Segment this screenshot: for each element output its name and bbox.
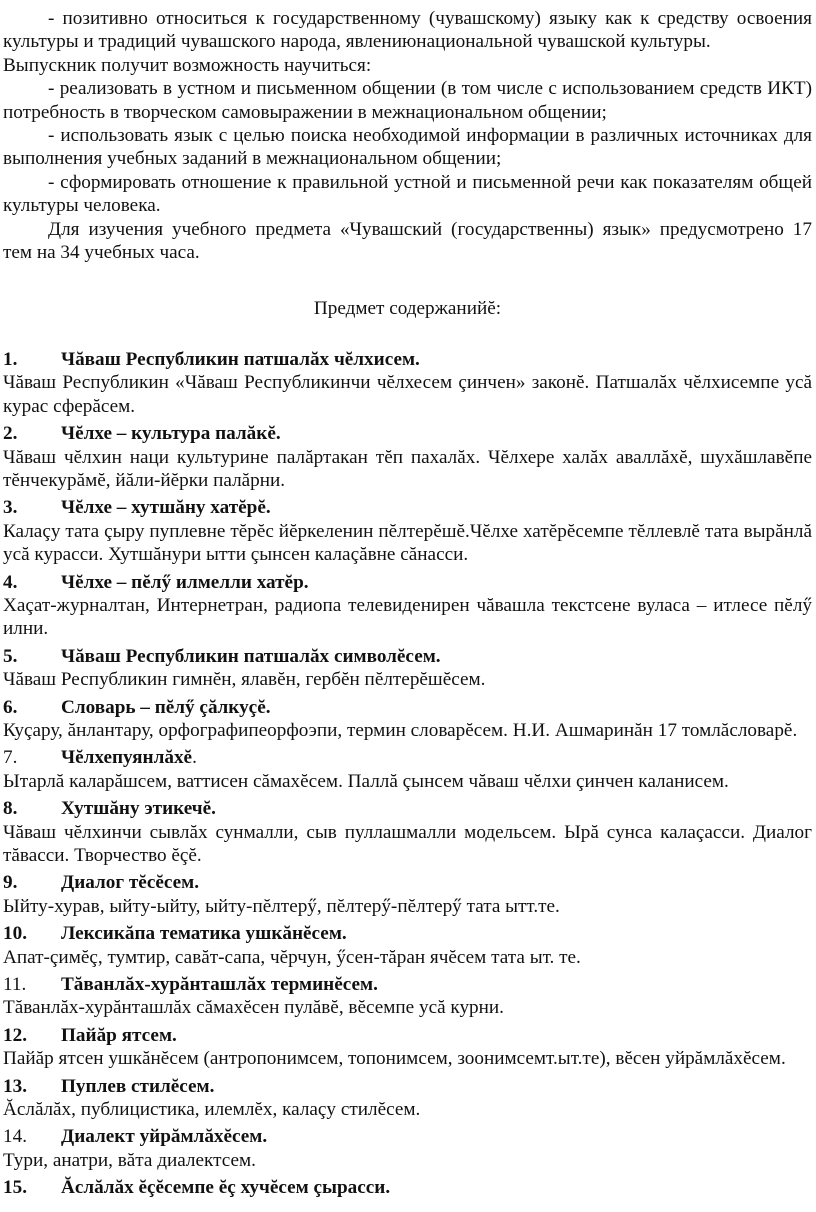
topic-title: Хутшăну этикечĕ. — [61, 798, 216, 820]
topic-title-suffix: . — [192, 747, 197, 769]
topic-number: 11. — [3, 974, 27, 996]
topic-heading — [3, 871, 812, 894]
intro-paragraph-5: - сформировать отношение к правильной устной и письменной речи как показателям общей культуры человека. — [3, 171, 812, 217]
topic-description: Чăваш Республикин гимнĕн, ялавĕн, гербĕн пĕлтерĕшĕсем. — [3, 669, 486, 691]
topic-item — [3, 348, 812, 418]
topic-title-line — [61, 571, 309, 594]
topic-description: Тăванлăх-хурăнташлăх сăмахĕсен пулăвĕ, вĕсемпе усă курни. — [3, 997, 504, 1019]
intro-paragraph-4: - использовать язык с целью поиска необходимой информации в различных источниках для выполнения учебных заданий в межнациональном общении; — [3, 125, 812, 170]
topic-description: Ыйту-хурав, ыйту-ыйту, ыйту-пĕлтерӳ, пĕлтерӳ-пĕлтерӳ тата ытт.те. — [3, 895, 560, 917]
topic-item — [3, 645, 812, 692]
topic-item — [3, 571, 812, 641]
section-title: Предмет содержанийĕ: — [313, 298, 502, 320]
topic-heading — [3, 973, 812, 996]
topic-title: Тăванлăх-хурăнташлăх терминĕсем. — [61, 974, 378, 996]
topic-number: 5. — [3, 645, 18, 667]
topic-number: 4. — [3, 571, 18, 593]
topic-title: Словарь – пĕлӳ çăлкуçĕ. — [61, 696, 271, 718]
topic-title: Чĕлхе – хутшăну хатĕрĕ. — [61, 497, 271, 519]
topic-title-line — [61, 1075, 214, 1098]
topic-title-line — [61, 696, 271, 719]
topic-description: Тури, анатри, вăта диалектсем. — [3, 1149, 256, 1171]
topic-item — [3, 973, 812, 1020]
topic-title: Диалект уйрăмлăхĕсем. — [61, 1126, 268, 1148]
topic-title-line — [61, 496, 271, 519]
topic-heading — [3, 348, 812, 371]
topic-item — [3, 871, 812, 918]
topic-description: Чăваш Республикин «Чăваш Республикинчи чĕлхесем çинчен» законĕ. Патшалăх чĕлхисемпе усă курас сферăсем. — [3, 372, 812, 417]
topic-heading — [3, 922, 812, 945]
topic-description: Чăваш чĕлхин наци культурине палăртакан тĕп пахалăх. Чĕлхере халăх аваллăхĕ, шухăшлавĕпе тĕнчекурăмĕ, йăли-йĕрки палăрни. — [3, 446, 812, 491]
topic-heading — [3, 571, 812, 594]
topic-title-line — [61, 871, 199, 894]
intro-paragraph-6: Для изучения учебного предмета «Чувашский (государственны) язык» предусмотрено 17 тем на 34 учебных часа. — [3, 218, 812, 264]
topic-number: 13. — [3, 1075, 27, 1097]
intro-line-2: Выпускник получит возможность научиться: — [3, 54, 372, 76]
topic-title-line — [61, 645, 441, 668]
topic-item — [3, 797, 812, 867]
intro-paragraph-1: - позитивно относиться к государственному (чувашскому) языку как к средству освоения культуры и традиций чувашского народа, явлениюнациональной чувашской культуры. — [3, 8, 812, 53]
topic-number: 14. — [3, 1126, 27, 1148]
topic-item — [3, 422, 812, 492]
topic-description: Хаçат-журналтан, Интернетран, радиопа телевиденирен чăвашла текстсене вуласа – итлесе пĕлӳ илни. — [3, 594, 812, 640]
topic-heading — [3, 645, 812, 668]
topic-heading — [3, 746, 812, 769]
topic-item — [3, 696, 812, 743]
topic-number: 12. — [3, 1024, 27, 1046]
topic-title: Пайăр ятсем. — [61, 1024, 177, 1046]
topic-title-line — [61, 746, 197, 769]
topic-heading — [3, 1024, 812, 1047]
topic-number: 15. — [3, 1177, 27, 1199]
topic-title: Чĕлхе – культура палăкĕ. — [61, 423, 281, 445]
topic-number: 8. — [3, 798, 18, 820]
topic-title-line — [61, 1125, 267, 1148]
topic-title-line — [61, 1024, 177, 1047]
topic-item — [3, 1024, 812, 1071]
topic-description: Апат-çимĕç, тумтир, савăт-сапа, чĕрчун, ӳсен-тăран ячĕсем тата ыт. те. — [3, 946, 581, 968]
topic-item — [3, 1075, 812, 1122]
topic-title-line — [61, 797, 216, 820]
topic-title-line — [61, 422, 281, 445]
topic-heading — [3, 1176, 812, 1199]
topic-title: Чĕлхепуянлăхĕ — [61, 747, 193, 769]
topic-heading — [3, 1125, 812, 1148]
topic-number: 3. — [3, 497, 18, 519]
topic-number: 2. — [3, 423, 18, 445]
topic-number: 9. — [3, 872, 18, 894]
topic-heading — [3, 1075, 812, 1098]
topic-title: Чĕлхе – пĕлӳ илмелли хатĕр. — [61, 571, 309, 593]
topic-heading — [3, 797, 812, 820]
topic-title: Чăваш Республикин патшалăх чĕлхисем. — [61, 348, 420, 370]
topic-description: Чăваш чĕлхинчи сывлăх сунмалли, сыв пуллашмалли модельсем. Ырă сунса калаçасси. Диалог тăвасси. Творчество ĕçĕ. — [3, 821, 812, 866]
topic-number: 10. — [3, 923, 27, 945]
topic-title-line — [61, 922, 347, 945]
topic-item — [3, 1125, 812, 1172]
topic-description: Ытарлă каларăшсем, ваттисен сăмахĕсем. Паллă çынсем чăваш чĕлхи çинчен каланисем. — [3, 770, 729, 792]
topic-number: 1. — [3, 348, 18, 370]
topic-title-line — [61, 348, 420, 371]
topic-number: 7. — [3, 747, 18, 769]
topic-title: Пуплев стилĕсем. — [61, 1075, 215, 1097]
topic-title: Диалог тĕсĕсем. — [61, 872, 199, 894]
topic-item — [3, 1176, 812, 1199]
topic-title-line — [61, 973, 378, 996]
topic-description: Калаçу тата çыру пуплевне тĕрĕс йĕркеленин пĕлтерĕшĕ.Чĕлхе хатĕрĕсемпе тĕллевлĕ тата вырăнлă усă курасси. Хутшăнури ытти çынсен калаçăвне сăнасси. — [3, 520, 812, 566]
topic-description: Ăслăлăх, публицистика, илемлĕх, калаçу стилĕсем. — [3, 1099, 421, 1121]
topic-heading — [3, 422, 812, 445]
topic-title: Чăваш Республикин патшалăх символĕсем. — [61, 645, 441, 667]
topic-item — [3, 746, 812, 793]
topic-title: Лексикăпа тематика ушкăнĕсем. — [61, 923, 347, 945]
topic-list — [3, 348, 812, 1200]
topic-item — [3, 496, 812, 566]
topic-heading — [3, 496, 812, 519]
topic-title-line — [61, 1176, 390, 1199]
topic-description: Куçару, ăнлантару, орфографипеорфоэпи, термин словарĕсем. Н.И. Ашмаринăн 17 томлăсловарĕ. — [3, 719, 798, 741]
intro-paragraph-3: - реализовать в устном и письменном общении (в том числе с использованием средств ИКТ) потребность в творческом самовыражении в межнациональном общении; — [3, 78, 812, 123]
topic-description: Пайăр ятсен ушкăнĕсем (антропонимсем, топонимсем, зоонимсемт.ыт.те), вĕсен уйрăмлăхĕсем. — [3, 1048, 786, 1070]
topic-number: 6. — [3, 696, 18, 718]
topic-heading — [3, 696, 812, 719]
topic-title: Ăслăлăх ĕçĕсемпе ĕç хучĕсем çырасси. — [61, 1177, 391, 1199]
topic-item — [3, 922, 812, 969]
